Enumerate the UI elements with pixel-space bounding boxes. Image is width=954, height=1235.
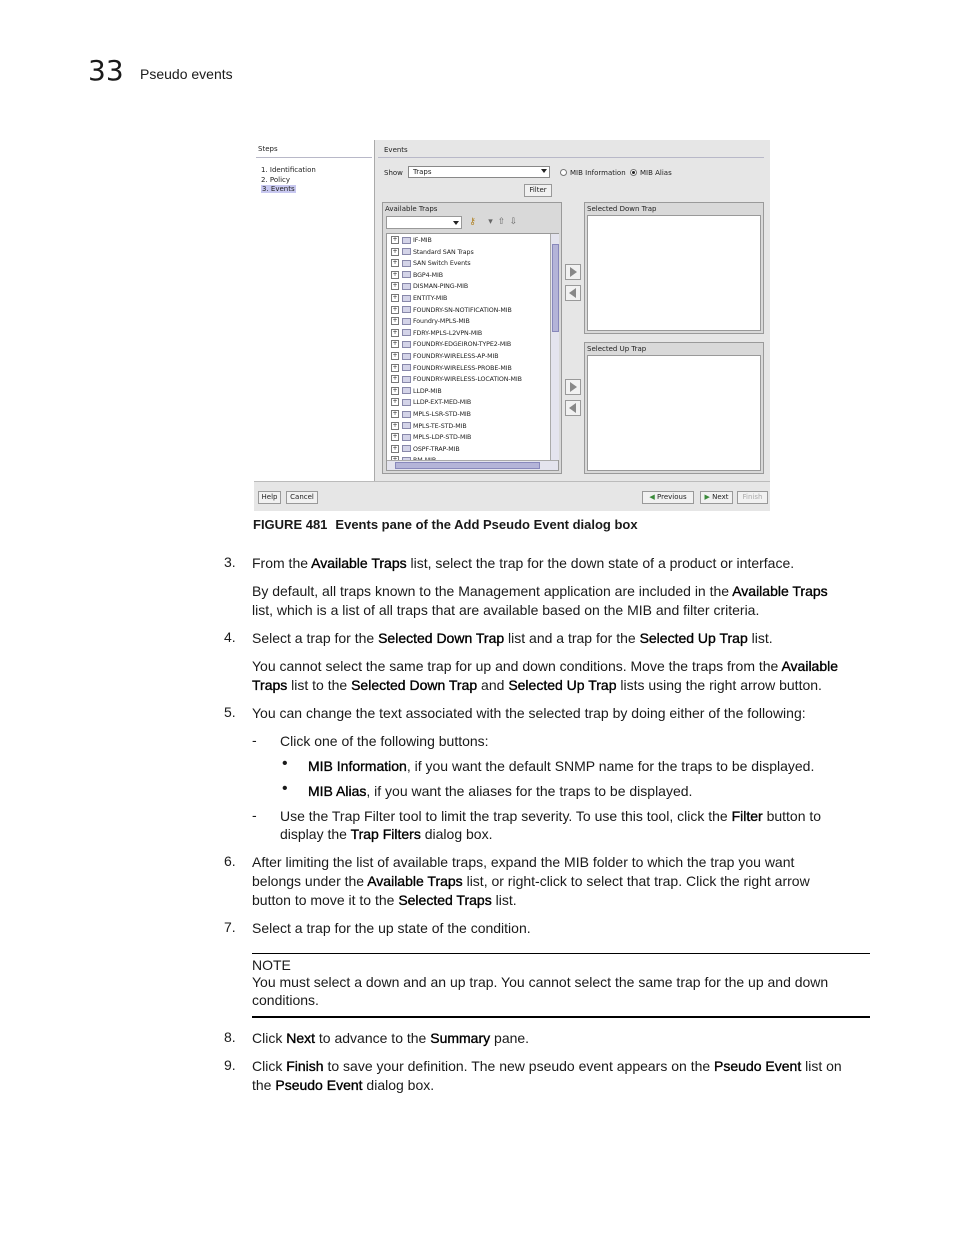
arrow-left-icon: ◀ (649, 493, 655, 501)
ui-term: Filter (731, 808, 763, 824)
tree-item-label: LLDP-EXT-MED-MIB (413, 399, 472, 407)
step-3-para-line2: list, which is a list of all traps that are available based on the MIB and filter criteria. (252, 602, 760, 618)
dash-marker: - (252, 807, 257, 823)
help-button[interactable]: Help (258, 491, 281, 504)
figure-caption (253, 517, 638, 532)
available-traps-title: Available Traps (385, 205, 438, 213)
finish-button[interactable]: Finish (737, 491, 768, 504)
expand-icon[interactable]: + (392, 363, 398, 371)
steps-panel (254, 140, 374, 481)
arrow-right-icon (570, 267, 577, 277)
dialog-button-bar (254, 481, 770, 511)
figure-label: FIGURE 481 (253, 517, 328, 532)
dash-marker: - (252, 732, 257, 748)
chevron-down-icon[interactable]: ▾ (488, 217, 493, 227)
text: Select a trap for the (252, 630, 379, 646)
expand-icon[interactable]: + (392, 247, 398, 255)
tree-item-label: MPLS-LDP-STD-MIB (413, 434, 472, 442)
text: the (252, 1077, 276, 1093)
folder-icon (402, 260, 411, 267)
ui-term: Selected Down Trap (351, 677, 478, 693)
divider (378, 157, 764, 158)
figure-caption-text: Events pane of the Add Pseudo Event dialog box (335, 517, 638, 532)
tree-item[interactable] (391, 294, 447, 304)
folder-icon (402, 329, 411, 336)
folder-icon (402, 318, 411, 325)
tree-item-label: MPLS-LSR-STD-MIB (413, 411, 471, 418)
expand-icon[interactable]: + (392, 340, 398, 348)
tree-item[interactable] (391, 422, 467, 432)
events-title: Events (384, 146, 408, 154)
step-9-line1 (252, 1057, 842, 1076)
folder-icon (402, 248, 411, 255)
chapter-number: 33 (88, 54, 124, 87)
ui-term: Finish (286, 1058, 324, 1074)
add-pseudo-event-dialog (254, 140, 770, 511)
text: list to the (287, 677, 352, 693)
next-button-label: Next (712, 493, 729, 501)
tree-item-label: OSPF-TRAP-MIB (413, 445, 460, 453)
tree-item[interactable] (391, 271, 443, 281)
expand-icon[interactable]: + (392, 317, 398, 325)
move-right-down-button[interactable] (565, 264, 581, 280)
folder-icon (402, 422, 411, 429)
tree-item-label: IF-MIB (413, 237, 432, 244)
step-identification[interactable]: 1. Identification (261, 166, 316, 174)
expand-icon[interactable]: + (392, 375, 398, 383)
folder-icon (402, 364, 411, 371)
mib-alias-radio[interactable] (630, 169, 637, 176)
text: list. (491, 892, 517, 908)
move-right-up-button[interactable] (565, 379, 581, 395)
folder-icon (402, 434, 411, 441)
text: lists using the right arrow button. (616, 677, 822, 693)
bullet-icon: • (282, 780, 288, 797)
step-policy[interactable]: 2. Policy (261, 176, 291, 184)
expand-icon[interactable]: + (392, 305, 398, 313)
ui-term: Pseudo Event (714, 1058, 802, 1074)
step-6-line1: After limiting the list of available traps, expand the MIB folder to which the trap you want (252, 854, 795, 870)
step-8-text (252, 1029, 529, 1048)
text: , if you want the aliases for the traps to be displayed. (366, 783, 693, 799)
step-7-text: Select a trap for the up state of the condition. (252, 920, 531, 936)
folder-icon (402, 295, 411, 302)
tree-item-label: FOUNDRY-WIRELESS-LOCATION-MIB (413, 376, 522, 384)
ui-term: Pseudo Event (275, 1077, 363, 1093)
tree-item[interactable] (391, 329, 482, 339)
folder-icon (402, 411, 411, 418)
step-4-para-line1 (252, 657, 838, 676)
tree-item[interactable] (391, 306, 512, 316)
tree-item[interactable] (391, 445, 460, 455)
tree-item-label: Standard SAN Traps (413, 248, 474, 256)
ui-term: Selected Traps (398, 892, 492, 908)
show-label: Show (384, 169, 403, 177)
expand-icon[interactable]: + (392, 398, 398, 406)
step-3-text (252, 554, 794, 573)
text: By default, all traps known to the Management application are included in the (252, 583, 733, 599)
expand-icon[interactable]: + (392, 294, 398, 301)
tree-item-label: FOUNDRY-SN-NOTIFICATION-MIB (413, 306, 512, 314)
tree-item-label: MPLS-TE-STD-MIB (413, 422, 467, 430)
ui-term: MIB Information (308, 758, 407, 774)
expand-icon[interactable]: + (392, 352, 398, 359)
ui-term: Summary (430, 1030, 491, 1046)
text: pane. (490, 1030, 530, 1046)
text: You cannot select the same trap for up and down conditions. Move the traps from the (252, 658, 782, 674)
folder-icon (402, 399, 411, 406)
text: button to (762, 808, 822, 824)
divider (256, 157, 372, 158)
tree-item-label: FDRY-MPLS-L2VPN-MIB (413, 329, 483, 337)
tree-item-label: LLDP-MIB (413, 387, 442, 395)
text: display the (280, 826, 351, 842)
step-number: 4. (224, 629, 236, 645)
step-4-para-line2 (252, 676, 822, 695)
mib-information-radio[interactable] (560, 169, 567, 176)
text: Click (252, 1058, 287, 1074)
step-6-line3 (252, 891, 517, 910)
expand-icon[interactable]: + (392, 421, 398, 429)
step-number: 9. (224, 1057, 236, 1073)
step-number: 5. (224, 704, 236, 720)
horizontal-scrollbar[interactable] (387, 460, 558, 470)
tree-item[interactable] (391, 317, 470, 327)
expand-icon[interactable]: + (392, 282, 398, 290)
available-traps-list[interactable] (386, 233, 559, 471)
folder-icon (402, 341, 411, 348)
arrow-up-icon[interactable]: ⇧ (497, 217, 506, 227)
expand-icon[interactable]: + (392, 328, 398, 336)
tree-item[interactable] (391, 282, 468, 292)
step-number: 7. (224, 919, 236, 935)
move-left-down-button[interactable] (565, 285, 581, 301)
move-left-up-button[interactable] (565, 400, 581, 416)
text: list on (801, 1058, 842, 1074)
selected-down-trap-panel (584, 202, 764, 334)
text: to advance to the (315, 1030, 431, 1046)
tree-item[interactable] (391, 398, 471, 408)
selected-up-trap-title: Selected Up Trap (587, 345, 647, 353)
tree-item[interactable] (391, 387, 442, 397)
step-5b-line2 (280, 825, 492, 844)
folder-icon (402, 387, 411, 394)
folder-icon (402, 445, 411, 452)
ui-term: Selected Up Trap (508, 677, 617, 693)
ui-term: MIB Alias (308, 783, 367, 799)
step-4-text (252, 629, 773, 648)
tree-item[interactable] (391, 352, 498, 362)
key-icon[interactable]: ⚷ (469, 217, 476, 227)
tree-item[interactable] (391, 340, 511, 350)
previous-button-label: Previous (657, 493, 687, 501)
arrow-right-icon (570, 382, 577, 392)
step-5a1-text (308, 757, 814, 776)
bullet-icon: • (282, 755, 288, 772)
ui-term: Next (286, 1030, 316, 1046)
text: list, or right-click to select that trap. Click the right arrow (462, 873, 810, 889)
previous-button[interactable] (642, 491, 694, 504)
expand-icon[interactable]: + (392, 444, 398, 452)
tree-item-label: BGP4-MIB (413, 271, 443, 279)
selected-down-trap-title: Selected Down Trap (587, 205, 657, 213)
folder-icon (402, 376, 411, 383)
filter-button[interactable]: Filter (524, 184, 552, 197)
chevron-down-icon (541, 169, 547, 173)
step-6-line2 (252, 872, 810, 891)
ui-term: Trap Filters (350, 826, 421, 842)
step-events[interactable]: 3. Events (262, 185, 295, 193)
step-5a2-text (308, 782, 692, 801)
tree-item[interactable] (391, 364, 512, 374)
tree-item[interactable] (391, 375, 522, 385)
chapter-title: Pseudo events (140, 66, 233, 82)
arrow-down-icon[interactable]: ⇩ (509, 217, 518, 227)
expand-icon[interactable]: + (392, 270, 398, 278)
ui-term: Selected Up Trap (639, 630, 748, 646)
text: belongs under the (252, 873, 368, 889)
ui-term: Selected Down Trap (378, 630, 505, 646)
trap-filter-combo[interactable] (386, 216, 462, 229)
ui-term: Available (781, 658, 839, 674)
expand-icon[interactable]: + (392, 433, 398, 441)
step-3-para-line1 (252, 582, 828, 601)
next-button[interactable] (700, 491, 733, 504)
chevron-down-icon (453, 221, 459, 225)
text: list and a trap for the (504, 630, 640, 646)
arrow-left-icon (569, 288, 576, 298)
folder-icon (402, 237, 411, 244)
tree-item[interactable] (391, 236, 432, 246)
expand-icon[interactable]: + (392, 410, 398, 417)
text: and (477, 677, 509, 693)
tree-item-label: FOUNDRY-WIRELESS-AP-MIB (413, 353, 499, 360)
tree-item[interactable] (391, 410, 471, 420)
available-traps-panel (382, 202, 562, 474)
tree-item[interactable] (391, 259, 471, 269)
text: From the (252, 555, 312, 571)
divider (374, 140, 375, 481)
text: list, select the trap for the down state of a product or interface. (406, 555, 795, 571)
show-select-value: Traps (413, 168, 432, 176)
ui-term: Traps (252, 677, 288, 693)
expand-icon[interactable]: + (392, 386, 398, 394)
tree-item-label: ENTITY-MIB (413, 295, 448, 302)
text: Use the Trap Filter tool to limit the trap severity. To use this tool, click the (280, 808, 732, 824)
text: dialog box. (420, 826, 493, 842)
steps-title: Steps (258, 145, 278, 153)
text: , if you want the default SNMP name for the traps to be displayed. (406, 758, 815, 774)
expand-icon[interactable]: + (392, 259, 398, 267)
note-line2: conditions. (252, 992, 319, 1008)
text: dialog box. (362, 1077, 435, 1093)
selected-down-trap-list[interactable] (587, 215, 761, 331)
note-bottom-rule (252, 1016, 870, 1018)
cancel-button[interactable]: Cancel (286, 491, 318, 504)
step-5-text: You can change the text associated with the selected trap by doing either of the following: (252, 705, 806, 721)
mib-alias-label: MIB Alias (640, 169, 672, 177)
selected-up-trap-list[interactable] (587, 355, 761, 471)
tree-item[interactable] (391, 248, 474, 258)
note-line1: You must select a down and an up trap. You cannot select the same trap for the up and down (252, 974, 829, 990)
step-number: 8. (224, 1029, 236, 1045)
folder-icon (402, 306, 411, 313)
step-9-line2 (252, 1076, 434, 1095)
ui-term: Available Traps (311, 555, 407, 571)
folder-icon (402, 271, 411, 278)
ui-term: Available Traps (732, 583, 828, 599)
selected-up-trap-panel (584, 342, 764, 474)
text: Click (252, 1030, 287, 1046)
text: button to move it to the (252, 892, 399, 908)
arrow-left-icon (569, 403, 576, 413)
step-5a-text: Click one of the following buttons: (280, 733, 489, 749)
note-title: NOTE (252, 957, 291, 973)
tree-item-label: FOUNDRY-WIRELESS-PROBE-MIB (413, 364, 512, 372)
tree-item-label: FOUNDRY-EDGEIRON-TYPE2-MIB (413, 341, 512, 349)
note-top-rule (252, 953, 870, 954)
folder-icon (402, 283, 411, 290)
tree-item-label: DISMAN-PING-MIB (413, 283, 469, 291)
ui-term: Available Traps (367, 873, 463, 889)
step-5b-line1 (280, 807, 821, 826)
expand-icon[interactable]: + (392, 236, 398, 243)
tree-item-label: SAN Switch Events (413, 260, 471, 268)
mib-information-label: MIB Information (570, 169, 626, 177)
text: to save your definition. The new pseudo event appears on the (323, 1058, 715, 1074)
tree-item[interactable] (391, 433, 471, 443)
tree-item-label: Foundry-MPLS-MIB (413, 318, 470, 326)
arrow-right-icon: ▶ (704, 493, 710, 501)
show-select[interactable] (408, 166, 550, 178)
scrollbar-thumb[interactable] (552, 244, 559, 332)
text: list. (747, 630, 773, 646)
vertical-scrollbar[interactable] (550, 234, 559, 460)
step-number: 6. (224, 853, 236, 869)
folder-icon (402, 353, 411, 360)
scrollbar-thumb[interactable] (395, 462, 540, 469)
step-number: 3. (224, 554, 236, 570)
